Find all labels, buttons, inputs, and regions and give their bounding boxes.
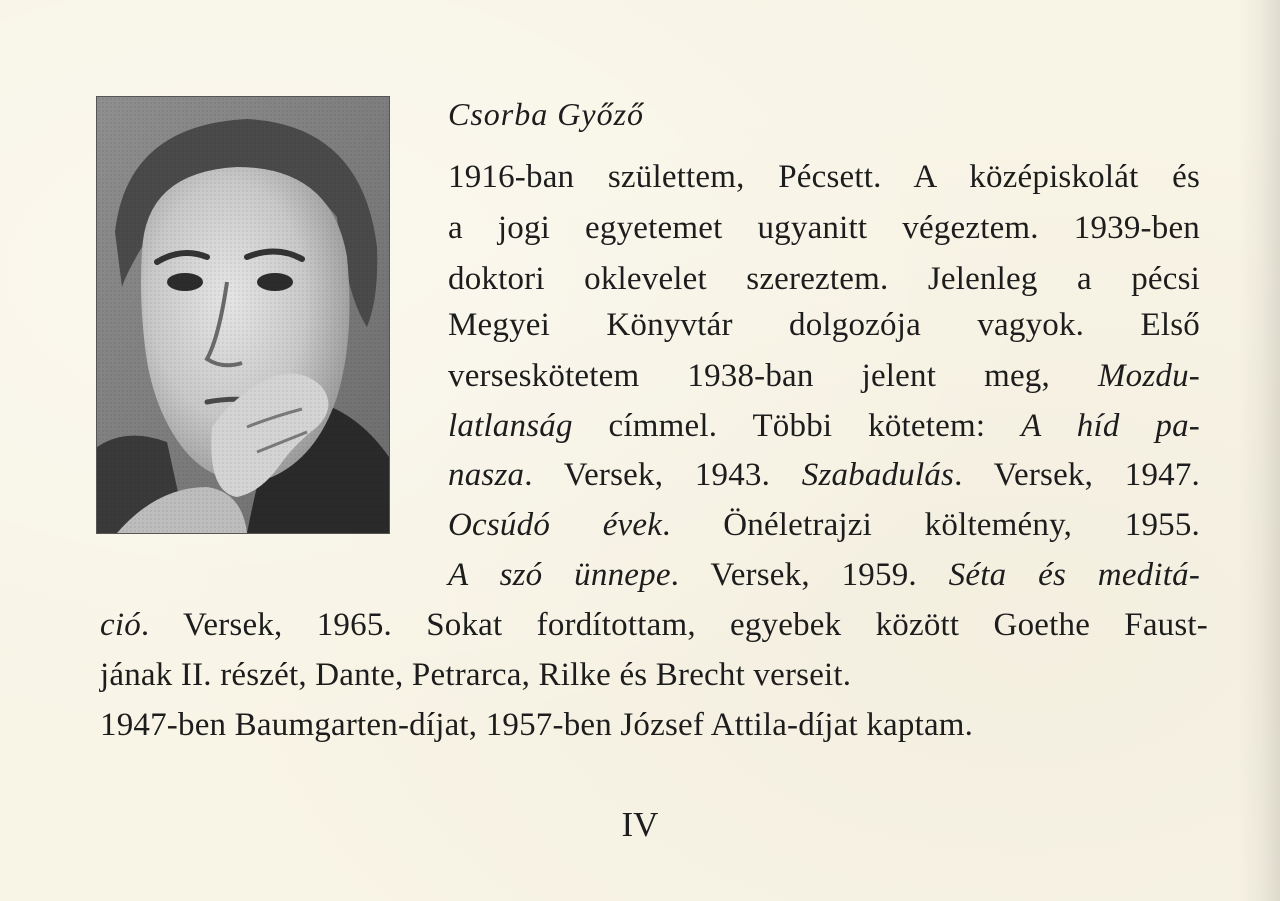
bio-line-3: doktori oklevelet szereztem. Jelenleg a pécsi: [448, 261, 1200, 297]
bio-line-7-text-a: . Versek, 1943.: [524, 457, 802, 493]
page-number: IV: [621, 805, 659, 844]
author-name: Csorba Győző: [448, 96, 645, 132]
bio-line-9: [448, 555, 1200, 595]
book-title-mozdulatlansag: Mozdu-: [1097, 358, 1200, 394]
bio-line-8: [448, 505, 1200, 545]
page-edge-shadow: [1238, 0, 1280, 901]
book-title-mozdulatlansag-end: latlanság: [448, 408, 573, 444]
book-title-a-hid-panasza-end: nasza: [448, 457, 525, 493]
bio-line-6: [448, 406, 1200, 446]
book-title-seta-es-meditacio: Séta és meditá-: [948, 557, 1201, 593]
bio-line-12: 1947-ben Baumgarten-díjat, 1957-ben József Attila-díjat kaptam.: [100, 707, 974, 743]
bio-line-5: [448, 356, 1200, 396]
book-title-szabadulas: Szabadulás: [801, 457, 955, 493]
bio-line-10-text: . Versek, 1965. Sokat fordítottam, egyebek között Goethe Faust-: [140, 607, 1208, 643]
bio-line-11: jának II. részét, Dante, Petrarca, Rilke és Brecht verseit.: [100, 657, 852, 693]
bio-line-5-text: verseskötetem 1938-ban jelent meg,: [448, 358, 1098, 394]
bio-line-2: a jogi egyetemet ugyanitt végeztem. 1939-ben: [448, 210, 1200, 246]
book-title-a-hid-panasza: A híd pa-: [1021, 408, 1200, 444]
bio-line-4: Megyei Könyvtár dolgozója vagyok. Első: [448, 307, 1200, 343]
bio-line-6-text: címmel. Többi kötetem:: [572, 408, 1022, 444]
bio-line-8-text: . Önéletrajzi költemény, 1955.: [662, 507, 1201, 543]
book-title-a-szo-unnepe: A szó ünnepe: [448, 557, 671, 593]
bio-line-10: [100, 605, 1208, 645]
book-title-ocsudo-evek: Ocsúdó évek: [448, 507, 663, 543]
bio-line-9-text: . Versek, 1959.: [670, 557, 949, 593]
bio-line-7-text-b: . Versek, 1947.: [954, 457, 1200, 493]
book-title-seta-es-meditacio-end: ció: [100, 607, 141, 643]
bio-line-1: 1916-ban születtem, Pécsett. A középiskolát és: [448, 159, 1200, 195]
bio-line-7: [448, 455, 1200, 495]
author-portrait: [96, 96, 390, 534]
